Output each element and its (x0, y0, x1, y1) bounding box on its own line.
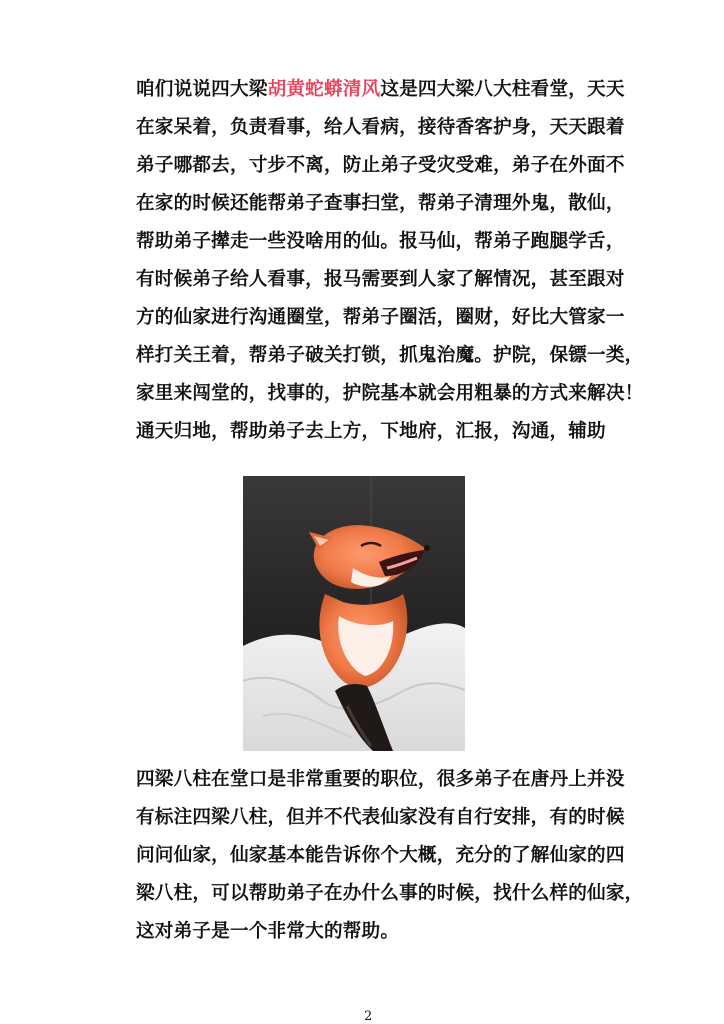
text-line: 样打关王着，帮弟子破关打锁，抓鬼治魔。护院，保镖一类， (136, 345, 644, 366)
text-line: 在家的时候还能帮弟子查事扫堂，帮弟子清理外鬼，散仙， (136, 193, 625, 214)
text-line: 有时候弟子给人看事，报马需要到人家了解情况，甚至跟对 (136, 269, 625, 290)
text-line: 帮助弟子撵走一些没啥用的仙。报马仙，帮弟子跑腿学舌， (136, 231, 625, 252)
text-segment: 咱们说说四大梁 (136, 79, 268, 100)
text-line: 四梁八柱在堂口是非常重要的职位，很多弟子在唐丹上并没 (136, 769, 625, 790)
text-line (136, 71, 625, 109)
text-segment: 这是四大梁八大柱看堂，天天 (380, 79, 625, 100)
text-line: 问问仙家，仙家基本能告诉你个大概，充分的了解仙家的四 (136, 845, 625, 866)
text-line: 弟子哪都去，寸步不离，防止弟子受灾受难，弟子在外面不 (136, 155, 625, 176)
text-line: 通天归地，帮助弟子去上方，下地府，汇报，沟通，辅助 (136, 421, 606, 442)
text-line: 在家呆着，负责看事，给人看病，接待香客护身，天天跟着 (136, 117, 625, 138)
paragraph-2 (136, 761, 644, 951)
paragraph-1 (136, 71, 644, 451)
text-line: 有标注四梁八柱，但并不代表仙家没有自行安排，有的时候 (136, 807, 625, 828)
text-line: 家里来闯堂的，找事的，护院基本就会用粗暴的方式来解决！ (136, 383, 644, 404)
text-line: 方的仙家进行沟通圈堂，帮弟子圈活，圈财，好比大管家一 (136, 307, 625, 328)
text-line: 这对弟子是一个非常大的帮助。 (136, 921, 400, 942)
fox-illustration (243, 476, 465, 751)
highlighted-text: 胡黄蛇蟒清风 (267, 79, 381, 100)
page-number: 2 (364, 1009, 373, 1024)
text-line: 梁八柱，可以帮助弟子在办什么事的时候，找什么样的仙家， (136, 883, 644, 904)
fox-photo (243, 476, 465, 751)
